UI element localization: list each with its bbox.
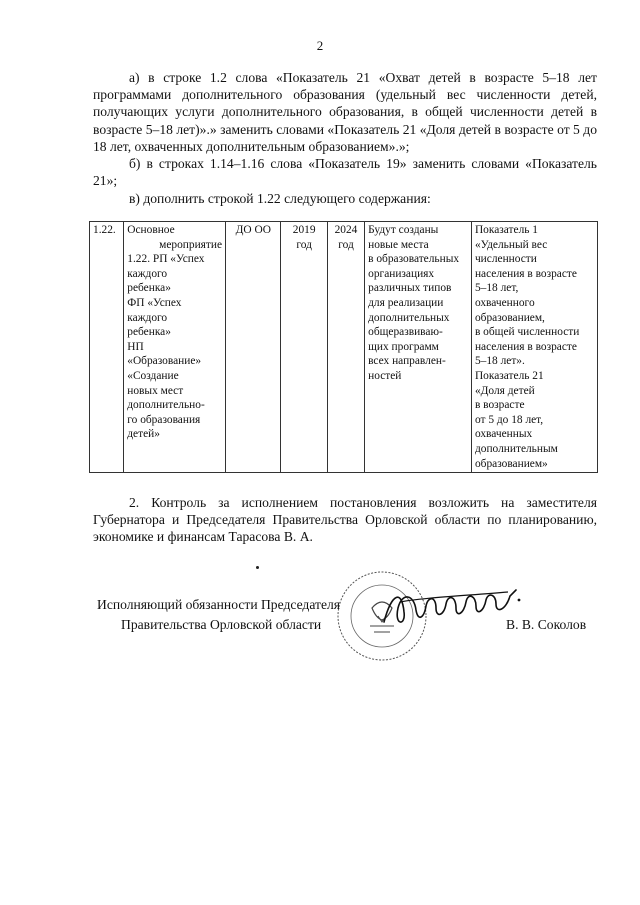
start-year-line: год [296,238,312,251]
indicator-line: от 5 до 18 лет, [474,413,544,426]
indicator-line: численности [474,253,537,266]
result-line: для реализации [368,296,444,309]
event-line: каждого [127,267,168,280]
indicator-line: в возрасте [474,399,525,412]
event-line: новых мест [127,384,184,397]
indicator-line: «Удельный вес [474,238,548,251]
result-line: всех направлен- [368,355,446,368]
result-line: различных типов [368,282,452,295]
event-line: ребенка» [127,282,171,295]
indicator-line: в общей численности [474,326,580,339]
indicator-line: Показатель 21 [474,369,544,382]
result-cell [365,222,472,473]
indicator-line: 5–18 лет». [474,355,525,368]
result-line: организациях [368,267,435,280]
end-year-cell [327,222,364,473]
event-line: детей» [127,428,160,441]
signer-name: В. В. Соколов [506,617,587,632]
event-line: мероприятие [159,238,223,251]
indicator-line: охваченных [474,428,533,441]
result-line: общеразвиваю- [368,326,443,339]
indicator-line: Показатель 1 [474,224,539,236]
page-number: 2 [316,38,324,53]
amendment-paragraph-a: а) в строке 1.2 слова «Показатель 21 «Охват детей в возрасте 5–18 лет программами дополнительного образования (удельный вес численности детей, получающих услуги дополнительного образования, в общей численности детей в возрасте 5–18 лет)».» заменить словами «Показатель 21 «Доля детей в возрасте от 5 до 18 лет, охваченных дополнительным образованием».»; [93,70,597,154]
result-line: Будут созданы [368,224,439,236]
signer-position-line-1: Исполняющий обязанности Председателя [97,597,341,612]
amendment-paragraph-b: б) в строках 1.14–1.16 слова «Показатель 19» заменить словами «Показатель 21»; [93,156,597,189]
indicator-line: населения в возрасте [474,340,577,353]
indicator-line: дополнительным [474,442,558,455]
indicator-line: образованием» [474,457,548,470]
result-line: новые места [368,238,429,251]
executor-cell: ДО ОО [226,222,281,473]
amendment-paragraph-v: в) дополнить строкой 1.22 следующего содержания: [129,191,431,206]
indicator-line: населения в возрасте [474,267,577,280]
indicator-cell [471,222,597,473]
event-line: 1.22. РП «Успех [127,253,205,266]
result-line: ностей [368,369,402,382]
start-year-cell [281,222,327,473]
end-year-line: 2024 [334,224,358,236]
table-row [90,222,598,473]
row-number-cell: 1.22. [90,222,124,473]
event-line: ФП «Успех [127,296,182,309]
event-line: ребенка» [127,326,171,339]
indicator-line: охваченного [474,296,535,309]
stray-dot-mark [256,566,259,569]
result-line: дополнительных [368,311,450,324]
event-line: «Создание [127,369,179,382]
start-year-line: 2019 [292,224,316,236]
event-line: НП [127,340,144,353]
event-line: го образования [127,413,201,426]
signer-position-line-2: Правительства Орловской области [121,617,322,632]
result-line: в образовательных [368,253,460,266]
indicator-line: 5–18 лет, [474,282,519,295]
result-line: щих программ [368,340,439,353]
event-line: каждого [127,311,168,324]
handwritten-signature-icon [380,582,525,632]
event-line: «Образование» [127,355,202,368]
control-paragraph: 2. Контроль за исполнением постановления возложить на заместителя Губернатора и Председателя Правительства Орловской области по планированию, экономике и финансам Тарасова В. А. [93,495,597,545]
event-line: Основное [127,224,175,236]
indicator-line: «Доля детей [474,384,535,397]
event-line: дополнительно- [127,399,205,412]
program-table [89,221,598,473]
event-cell [124,222,226,473]
end-year-line: год [338,238,354,251]
indicator-line: образованием, [474,311,545,324]
